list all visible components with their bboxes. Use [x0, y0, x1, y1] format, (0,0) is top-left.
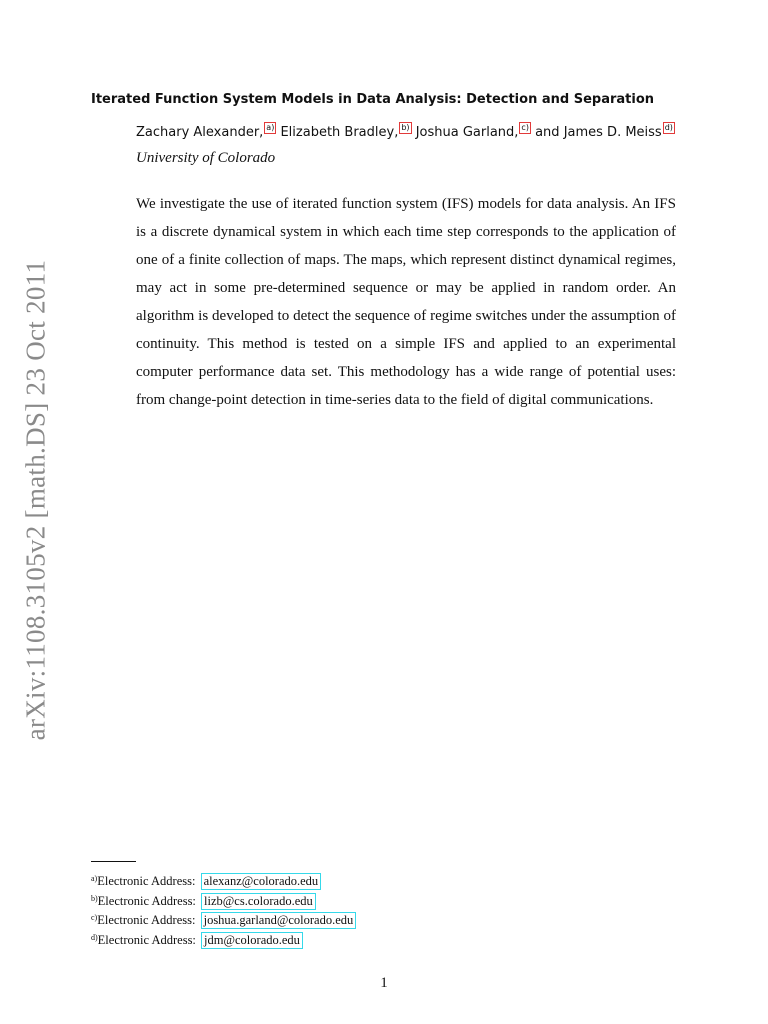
author-footnote-link[interactable]: c) — [521, 123, 529, 132]
footnote-label: Electronic Address: — [97, 874, 199, 888]
email-link[interactable]: jdm@colorado.edu — [201, 932, 303, 949]
affiliation: University of Colorado — [136, 150, 276, 166]
abstract: We investigate the use of iterated function system (IFS) models for data analysis. An IFS is a discrete dynamical system in which each time step corresponds to the application of one of a finite collection of maps. The maps, which represent distinct dynamical regimes, may act in some pre-determined sequence or may be applied in random order. An algorithm is developed to detect the sequence of regime switches under the assumption of continuity. This method is tested on a simple IFS and applied to an experimental computer performance data set. This methodology has a wide range of potential uses: from change-point detection in time-series data to the field of digital communications. — [136, 196, 676, 408]
author-separator: and — [530, 125, 564, 140]
footnote-mark: a) — [91, 874, 98, 883]
footnote-label: Electronic Address: — [97, 932, 200, 947]
footnote-mark: b) — [91, 893, 98, 903]
author-name: Joshua Garland, — [415, 125, 519, 140]
author-name: Zachary Alexander, — [136, 125, 264, 140]
footnote — [91, 889, 356, 909]
footnote-label: Electronic Address: — [97, 913, 199, 927]
author-list — [136, 122, 675, 140]
footnote — [91, 869, 356, 889]
footnote-rule — [91, 861, 136, 862]
author-name: Elizabeth Bradley, — [280, 125, 399, 140]
email-link[interactable]: alexanz@colorado.edu — [201, 873, 322, 890]
author-footnote-link[interactable]: d) — [664, 123, 673, 132]
footnotes — [91, 869, 356, 947]
arxiv-stamp: arXiv:1108.3105v2 [math.DS] 23 Oct 2011 — [20, 259, 51, 741]
page-number: 1 — [380, 975, 388, 991]
footnote — [91, 928, 356, 948]
email-link[interactable]: lizb@cs.colorado.edu — [201, 893, 316, 910]
author-footnote-link[interactable]: b) — [401, 123, 410, 132]
footnote-label: Electronic Address: — [97, 893, 200, 908]
email-link[interactable]: joshua.garland@colorado.edu — [201, 912, 357, 929]
author-name: James D. Meiss — [563, 125, 662, 140]
author-footnote-link[interactable]: a) — [266, 123, 275, 132]
paper-title: Iterated Function System Models in Data Analysis: Detection and Separation — [91, 92, 655, 107]
footnote — [91, 908, 356, 928]
footnote-mark: d) — [91, 932, 98, 942]
footnote-mark: c) — [91, 913, 98, 922]
